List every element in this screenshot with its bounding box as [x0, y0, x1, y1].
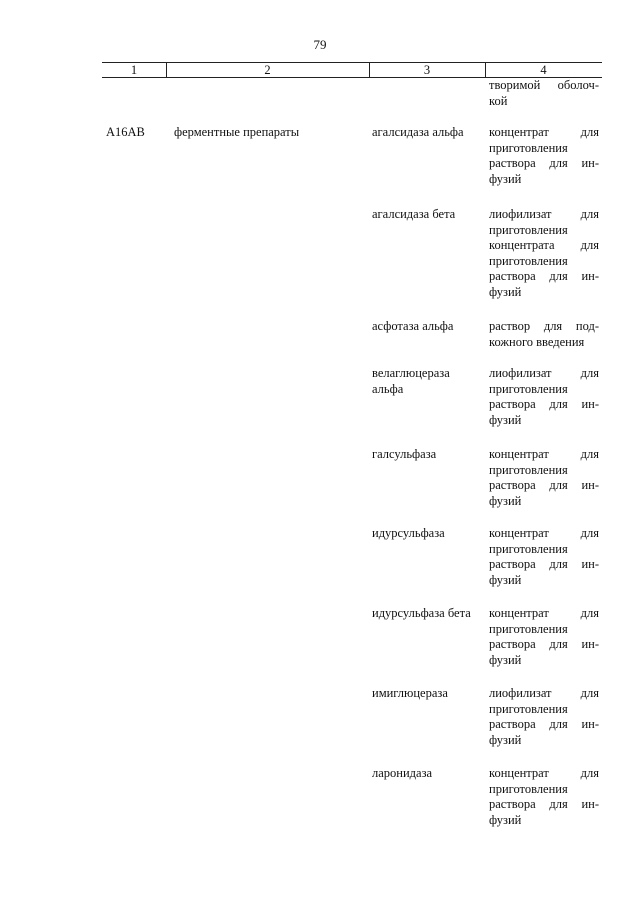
- drug-name: ларонидаза: [372, 766, 433, 780]
- page-number: 79: [313, 37, 327, 52]
- drug-name: галсульфаза: [372, 447, 437, 461]
- dosage-form-line: приготовления: [489, 140, 568, 155]
- drug-name: идурсульфаза: [372, 526, 445, 540]
- dosage-form-line: лиофилизат для: [489, 207, 599, 221]
- drug-name: агалсидаза бета: [372, 207, 456, 221]
- dosage-form: [489, 526, 599, 588]
- dosage-form: [489, 207, 599, 301]
- drug-name: велаглюцераза альфа: [372, 366, 450, 396]
- dosage-form-line: приготовления: [489, 462, 568, 477]
- dosage-form-line: приготовления: [489, 541, 568, 556]
- dosage-form-line: раствора для ин-: [489, 797, 599, 812]
- dosage-form-line: приготовления: [489, 381, 568, 396]
- atc-code: A16AB: [106, 125, 145, 139]
- dosage-form-line: фузий: [489, 812, 522, 827]
- dosage-form-line: раствора для ин-: [489, 478, 599, 493]
- dosage-form-line: лиофилизат для: [489, 366, 599, 380]
- dosage-form-line: лиофилизат для: [489, 686, 599, 700]
- dosage-form-line: раствора для ин-: [489, 717, 599, 732]
- header-col-4: 4: [540, 63, 547, 77]
- dosage-form-line: фузий: [489, 732, 522, 747]
- dosage-form-line: приготовления: [489, 621, 568, 636]
- dosage-form-line: концентрат для: [489, 606, 599, 620]
- header-col-2: 2: [166, 63, 370, 77]
- dosage-form-line: раствора для ин-: [489, 156, 599, 171]
- continued-form-text: творимой оболоч- кой: [489, 78, 599, 108]
- dosage-form: [489, 606, 599, 668]
- dosage-form-line: приготовления: [489, 781, 568, 796]
- group-name: ферментные препараты: [174, 125, 300, 139]
- dosage-form-line: фузий: [489, 493, 522, 508]
- dosage-form: [489, 319, 599, 350]
- dosage-form-line: фузий: [489, 412, 522, 427]
- drug-name: идурсульфаза бета: [372, 606, 471, 620]
- dosage-form-line: концентрат для: [489, 526, 599, 540]
- drug-name: агалсидаза альфа: [372, 125, 464, 139]
- dosage-form-line: концентрат для: [489, 125, 599, 139]
- dosage-form-line: концентрата для: [489, 238, 599, 253]
- dosage-form: [489, 366, 599, 428]
- dosage-form-line: фузий: [489, 284, 522, 299]
- dosage-form-line: приготовления: [489, 222, 568, 237]
- dosage-form-line: фузий: [489, 171, 522, 186]
- dosage-form-line: концентрат для: [489, 447, 599, 461]
- dosage-form-line: фузий: [489, 652, 522, 667]
- header-col-3: 3: [369, 63, 486, 77]
- dosage-form-line: фузий: [489, 572, 522, 587]
- dosage-form-line: раствора для ин-: [489, 637, 599, 652]
- drug-name: имиглюцераза: [372, 686, 448, 700]
- dosage-form-line: раствор для под-: [489, 319, 599, 333]
- dosage-form-line: раствора для ин-: [489, 397, 599, 412]
- table-header: [102, 62, 602, 78]
- dosage-form-line: приготовления: [489, 701, 568, 716]
- dosage-form: [489, 447, 599, 509]
- dosage-form: [489, 766, 599, 828]
- dosage-form: [489, 125, 599, 187]
- dosage-form-line: раствора для ин-: [489, 269, 599, 284]
- dosage-form-line: концентрат для: [489, 766, 599, 780]
- dosage-form-line: раствора для ин-: [489, 557, 599, 572]
- dosage-form-line: приготовления: [489, 253, 568, 268]
- dosage-form-line: кожного введения: [489, 334, 585, 349]
- header-col-1: 1: [102, 63, 167, 77]
- drug-name: асфотаза альфа: [372, 319, 454, 333]
- dosage-form: [489, 686, 599, 748]
